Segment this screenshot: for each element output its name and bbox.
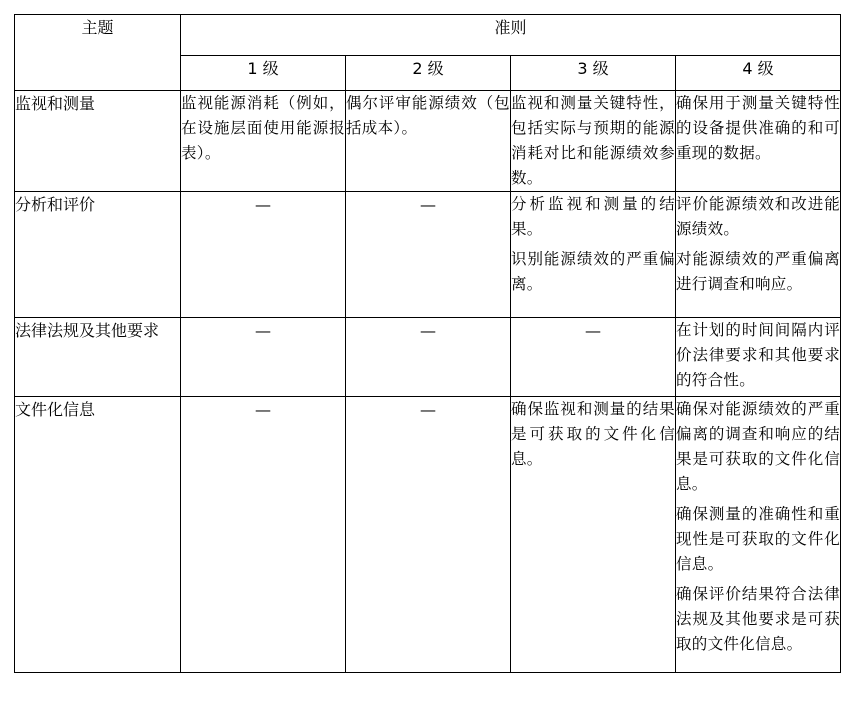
level-1-cell: — [181, 192, 346, 318]
level-1-cell [181, 91, 346, 192]
cell-text: 确保评价结果符合法律法规及其他要求是可获取的文件化信息。 [676, 585, 841, 653]
row-topic: 监视和测量 [15, 91, 181, 192]
table-row [15, 318, 841, 397]
level-3-cell: — [511, 318, 676, 397]
criteria-table [14, 14, 841, 673]
criteria-header: 准则 [181, 15, 841, 56]
cell-text: 确保对能源绩效的严重偏离的调查和响应的结果是可获取的文件化信息。 [676, 400, 841, 493]
level-4-cell [676, 192, 841, 318]
cell-text: 分析监视和测量的结果。 [511, 195, 675, 238]
cell-text: 在计划的时间间隔内评价法律要求和其他要求的符合性。 [676, 321, 841, 389]
cell-text: 偶尔评审能源绩效（包括成本）。 [346, 94, 510, 137]
level-2-cell: — [346, 192, 511, 318]
cell-text: 确保用于测量关键特性的设备提供准确的和可重现的数据。 [676, 94, 841, 162]
cell-text: 识别能源绩效的严重偏离。 [511, 250, 675, 293]
level-4-cell [676, 91, 841, 192]
cell-text: 确保监视和测量的结果是可获取的文件化信息。 [511, 400, 675, 468]
level-2-header: 2 级 [346, 56, 511, 91]
table-row [15, 397, 841, 673]
table-row [15, 192, 841, 318]
level-4-header: 4 级 [676, 56, 841, 91]
row-topic: 文件化信息 [15, 397, 181, 673]
level-1-cell: — [181, 397, 346, 673]
cell-text: 确保测量的准确性和重现性是可获取的文件化信息。 [676, 505, 841, 573]
level-2-cell: — [346, 397, 511, 673]
level-1-header: 1 级 [181, 56, 346, 91]
topic-header: 主题 [15, 15, 181, 91]
table-row [15, 91, 841, 192]
level-2-cell [346, 91, 511, 192]
level-4-cell [676, 397, 841, 673]
level-1-cell: — [181, 318, 346, 397]
level-4-cell [676, 318, 841, 397]
level-3-header: 3 级 [511, 56, 676, 91]
cell-text: 对能源绩效的严重偏离进行调查和响应。 [676, 250, 841, 293]
cell-text: 监视和测量关键特性，包括实际与预期的能源消耗对比和能源绩效参数。 [511, 94, 675, 187]
level-3-cell [511, 91, 676, 192]
row-topic: 法律法规及其他要求 [15, 318, 181, 397]
row-topic: 分析和评价 [15, 192, 181, 318]
cell-text: 评价能源绩效和改进能源绩效。 [676, 195, 841, 238]
cell-text: 监视能源消耗（例如，在设施层面使用能源报表）。 [181, 94, 345, 162]
level-3-cell [511, 397, 676, 673]
level-2-cell: — [346, 318, 511, 397]
level-3-cell [511, 192, 676, 318]
